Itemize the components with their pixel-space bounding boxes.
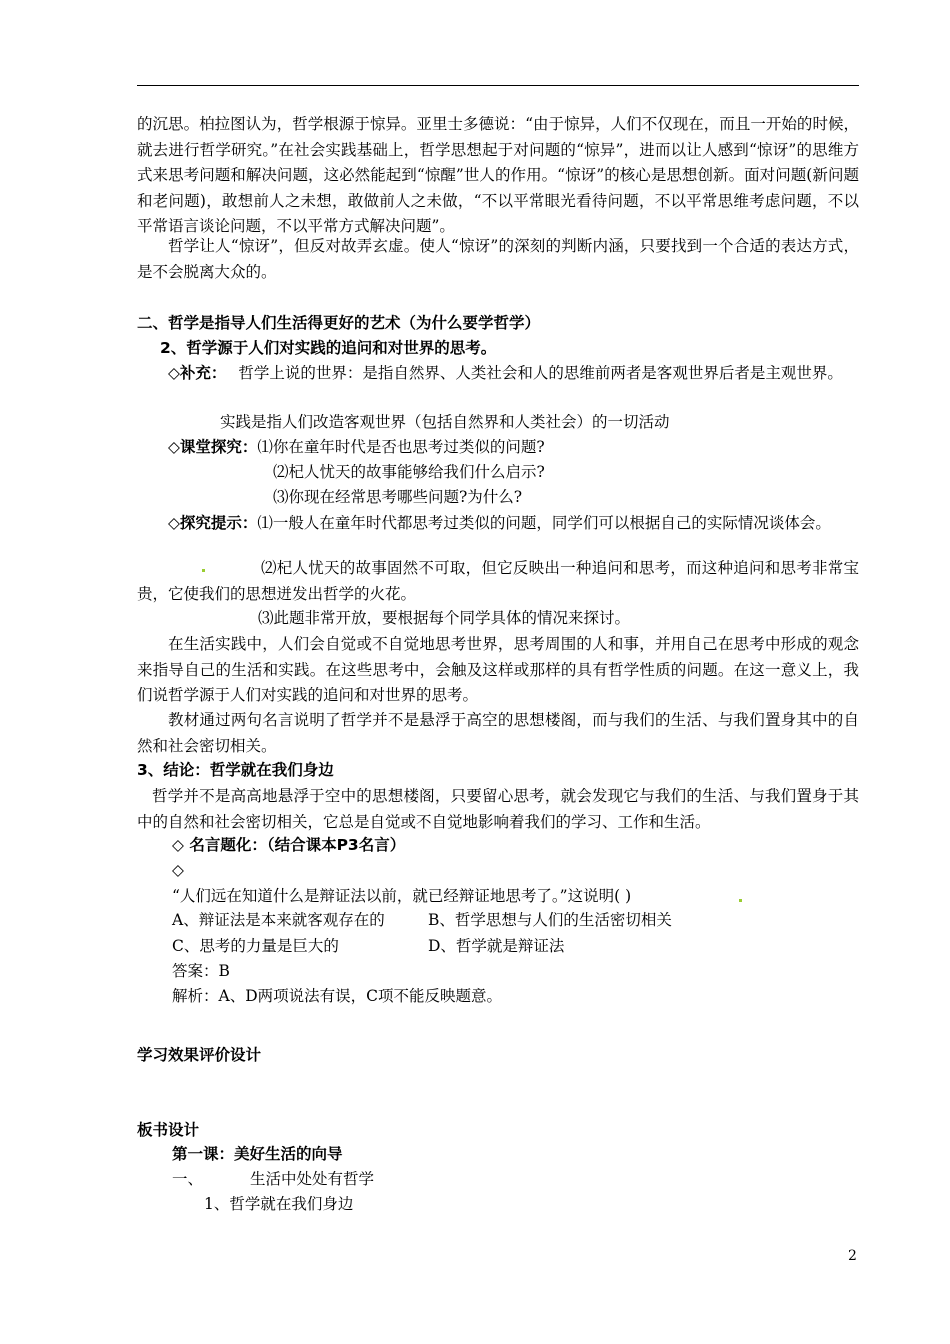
explore-question-1: ⑴你在童年时代是否也思考过类似的问题?	[257, 438, 545, 456]
header-rule	[137, 85, 859, 86]
lesson-title: 第一课：美好生活的向导	[172, 1145, 343, 1163]
paragraph-practice: 在生活实践中，人们会自觉或不自觉地思考世界，思考周围的人和事，并用自己在思考中形成的观念来指导自己的生活和实践。在这些思考中，会触及这样或那样的具有哲学性质的问题。在这一意义上，我们说哲学源于人们对实践的追问和对世界的思考。	[137, 635, 859, 704]
option-d: D、哲学就是辩证法	[428, 937, 565, 955]
diamond-marker: ◇	[172, 861, 184, 879]
explore-question-3: ⑶你现在经常思考哪些问题?为什么?	[273, 488, 523, 506]
paragraph-amazement: 哲学让人“惊讶”，但反对故弄玄虚。使人“惊讶”的深刻的判断内涵，只要找到一个合适的表达方式，是不会脱离大众的。	[137, 237, 859, 281]
evaluation-title: 学习效果评价设计	[137, 1046, 262, 1064]
supplement-block	[137, 361, 859, 387]
hint-text-2: ⑵杞人忧天的故事固然不可取，但它反映出一种追问和思考，而这种追问和思考非常宝贵，它使我们的思想迸发出哲学的火花。	[137, 559, 859, 603]
explore-label: ◇课堂探究：	[168, 438, 258, 456]
option-a: A、辩证法是本来就客观存在的	[172, 911, 385, 929]
hint-text-1: ⑴一般人在童年时代都思考过类似的问题，同学们可以根据自己的实际情况谈体会。	[257, 514, 831, 532]
explore-line-1	[168, 435, 859, 461]
paragraph-conclusion: 哲学并不是高高地悬浮于空中的思想楼阁，只要留心思考，就会发现它与我们的生活、与我们置身于其中的自然和社会密切相关，它总是自觉或不自觉地影响着我们的学习、工作和生活。	[137, 787, 859, 831]
board-item-1-number: 一、	[172, 1170, 204, 1188]
hint-block-1	[137, 511, 859, 537]
board-item-1-1: 1、哲学就在我们身边	[204, 1195, 354, 1213]
option-c: C、思考的力量是巨大的	[172, 937, 339, 955]
supplement-text: 哲学上说的世界：是指自然界、人类社会和人的思维前两者是客观世界后者是主观世界。	[238, 364, 843, 382]
quote-label: ◇ 名言题化：（结合课本P3名言）	[172, 836, 406, 854]
marker-dot	[202, 569, 205, 572]
analysis: 解析：A、D两项说法有误，C项不能反映题意。	[172, 987, 502, 1005]
supplement-label: ◇补充：	[168, 364, 227, 382]
section-heading-3: 3、结论：哲学就在我们身边	[137, 761, 334, 779]
paragraph-textbook: 教材通过两句名言说明了哲学并不是悬浮于高空的思想楼阁，而与我们的生活、与我们置身其中的自然和社会密切相关。	[137, 711, 859, 755]
hint-label: ◇探究提示：	[168, 514, 258, 532]
board-item-1-text: 生活中处处有哲学	[250, 1170, 375, 1188]
subheading-2-1: 2、哲学源于人们对实践的追问和对世界的思考。	[160, 339, 497, 357]
option-b: B、哲学思想与人们的生活密切相关	[428, 911, 672, 929]
hint-text-3: ⑶此题非常开放，要根据每个同学具体的情况来探讨。	[258, 609, 631, 627]
answer: 答案：B	[172, 962, 230, 980]
question-text: “人们远在知道什么是辩证法以前，就已经辩证地思考了。”这说明( )	[172, 887, 632, 905]
page-number: 2	[848, 1248, 857, 1264]
paragraph-wonder: 的沉思。柏拉图认为，哲学根源于惊异。亚里士多德说：“由于惊异，人们不仅现在，而且一开始的时候，就去进行哲学研究。”在社会实践基础上，哲学思想起于对问题的“惊异”，进而以让人感到“惊讶”的思维方式来思考问题和解决问题，这必然能起到“惊醒”世人的作用。“惊讶”的核心是思想创新。面对问题(新问题和老问题)，敢想前人之未想，敢做前人之未做，“不以平常眼光看待问题，不以平常思维考虑问题，不以平常语言谈论问题，不以平常方式解决问题”。	[137, 115, 859, 235]
marker-dot	[739, 899, 742, 902]
board-title: 板书设计	[137, 1121, 200, 1139]
practice-definition: 实践是指人们改造客观世界（包括自然界和人类社会）的一切活动	[220, 413, 670, 431]
section-heading-2: 二、哲学是指导人们生活得更好的艺术（为什么要学哲学）	[137, 314, 541, 332]
explore-question-2: ⑵杞人忧天的故事能够给我们什么启示?	[273, 463, 545, 481]
